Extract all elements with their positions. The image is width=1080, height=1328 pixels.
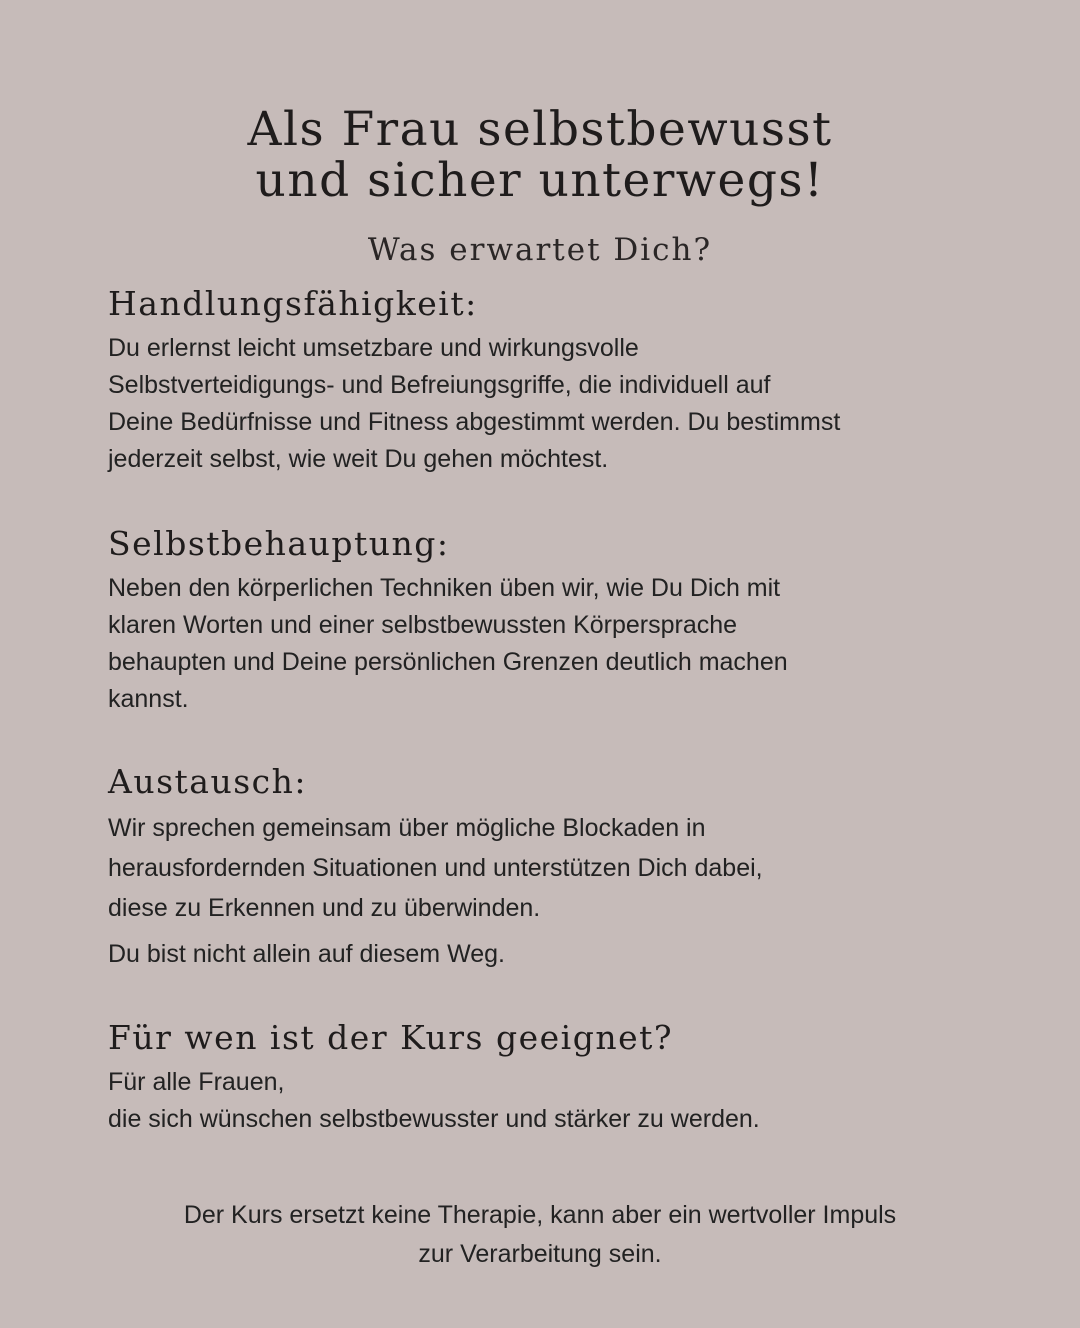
section-text: [108, 808, 988, 928]
text-line: Du erlernst leicht umsetzbare und wirkungsvolle: [108, 334, 639, 362]
section-text: [108, 1064, 988, 1138]
text-line: kannst.: [108, 685, 189, 713]
section-note: Du bist nicht allein auf diesem Weg.: [108, 940, 505, 968]
title-line-2: und sicher unterwegs!: [255, 153, 825, 208]
text-line: die sich wünschen selbstbewusster und stärker zu werden.: [108, 1105, 760, 1133]
section-heading: Für wen ist der Kurs geeignet?: [108, 1018, 674, 1057]
page-subtitle: Was erwartet Dich?: [367, 232, 713, 268]
text-line: Deine Bedürfnisse und Fitness abgestimmt werden. Du bestimmst: [108, 408, 841, 436]
section-heading: Handlungsfähigkeit:: [108, 284, 478, 323]
text-line: Selbstverteidigungs- und Befreiungsgriffe, die individuell auf: [108, 371, 771, 399]
text-line: behaupten und Deine persönlichen Grenzen deutlich machen: [108, 648, 788, 676]
section-selbstbehauptung: [108, 524, 988, 718]
section-text: [108, 570, 988, 718]
section-heading: Austausch:: [108, 762, 307, 801]
text-line: Wir sprechen gemeinsam über mögliche Blockaden in: [108, 814, 706, 842]
section-handlungsfaehigkeit: [108, 284, 988, 478]
text-line: Neben den körperlichen Techniken üben wir, wie Du Dich mit: [108, 574, 781, 602]
footer-line-1: Der Kurs ersetzt keine Therapie, kann aber ein wertvoller Impuls: [183, 1201, 897, 1229]
footer-line-2: zur Verarbeitung sein.: [418, 1240, 662, 1268]
section-text: [108, 330, 988, 478]
page-title: [0, 104, 1080, 206]
section-austausch: [108, 762, 988, 973]
text-line: klaren Worten und einer selbstbewussten Körpersprache: [108, 611, 738, 639]
section-heading: Selbstbehauptung:: [108, 524, 450, 563]
footer-disclaimer: [0, 1196, 1080, 1274]
text-line: Für alle Frauen,: [108, 1068, 285, 1096]
text-line: herausfordernden Situationen und unterstützen Dich dabei,: [108, 854, 763, 882]
text-line: diese zu Erkennen und zu überwinden.: [108, 894, 541, 922]
title-line-1: Als Frau selbstbewusst: [247, 102, 833, 157]
text-line: jederzeit selbst, wie weit Du gehen möchtest.: [108, 445, 609, 473]
section-zielgruppe: [108, 1018, 988, 1138]
